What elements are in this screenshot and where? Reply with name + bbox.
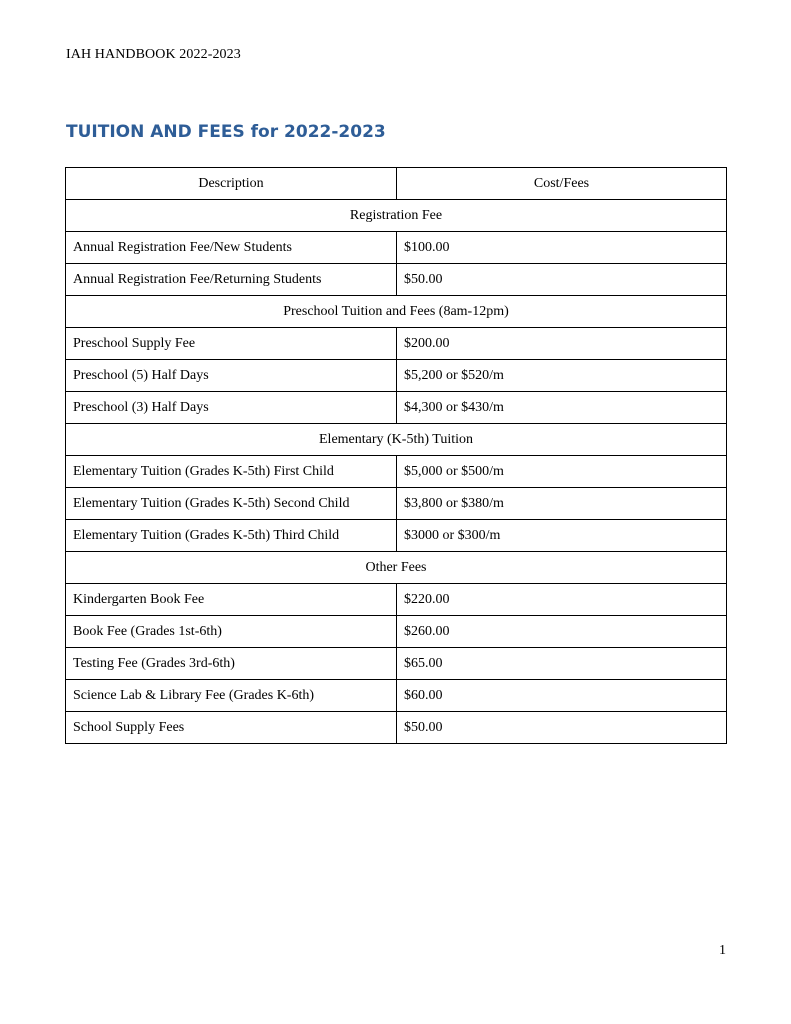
table-row bbox=[66, 648, 727, 680]
tuition-fees-table bbox=[65, 167, 727, 744]
table-header-row bbox=[66, 168, 727, 200]
fee-description: Elementary Tuition (Grades K-5th) Second Child bbox=[66, 488, 397, 520]
fee-cost: $50.00 bbox=[397, 712, 727, 744]
fee-cost: $200.00 bbox=[397, 328, 727, 360]
section-row bbox=[66, 296, 727, 328]
section-row bbox=[66, 424, 727, 456]
fee-cost: $220.00 bbox=[397, 584, 727, 616]
fee-cost: $5,000 or $500/m bbox=[397, 456, 727, 488]
fee-cost: $65.00 bbox=[397, 648, 727, 680]
fee-description: Elementary Tuition (Grades K-5th) Third Child bbox=[66, 520, 397, 552]
page-number: 1 bbox=[719, 943, 726, 958]
table-row bbox=[66, 616, 727, 648]
table-row bbox=[66, 328, 727, 360]
table-row bbox=[66, 584, 727, 616]
page-title: TUITION AND FEES for 2022-2023 bbox=[66, 122, 386, 142]
fee-description: School Supply Fees bbox=[66, 712, 397, 744]
fee-description: Kindergarten Book Fee bbox=[66, 584, 397, 616]
column-header-description: Description bbox=[66, 168, 397, 200]
section-heading: Other Fees bbox=[66, 552, 727, 584]
fee-cost: $260.00 bbox=[397, 616, 727, 648]
fee-cost: $3000 or $300/m bbox=[397, 520, 727, 552]
section-heading: Elementary (K-5th) Tuition bbox=[66, 424, 727, 456]
table-row bbox=[66, 392, 727, 424]
table-row bbox=[66, 680, 727, 712]
fee-description: Annual Registration Fee/Returning Students bbox=[66, 264, 397, 296]
fee-cost: $5,200 or $520/m bbox=[397, 360, 727, 392]
table-row bbox=[66, 712, 727, 744]
fee-description: Annual Registration Fee/New Students bbox=[66, 232, 397, 264]
section-row bbox=[66, 552, 727, 584]
fee-cost: $50.00 bbox=[397, 264, 727, 296]
fee-description: Elementary Tuition (Grades K-5th) First Child bbox=[66, 456, 397, 488]
table-row bbox=[66, 488, 727, 520]
fee-cost: $60.00 bbox=[397, 680, 727, 712]
table-row bbox=[66, 520, 727, 552]
fee-description: Preschool Supply Fee bbox=[66, 328, 397, 360]
fee-cost: $4,300 or $430/m bbox=[397, 392, 727, 424]
fee-description: Science Lab & Library Fee (Grades K-6th) bbox=[66, 680, 397, 712]
running-header: IAH HANDBOOK 2022-2023 bbox=[66, 47, 241, 62]
fee-description: Preschool (5) Half Days bbox=[66, 360, 397, 392]
section-row bbox=[66, 200, 727, 232]
fee-cost: $100.00 bbox=[397, 232, 727, 264]
fee-cost: $3,800 or $380/m bbox=[397, 488, 727, 520]
section-heading: Registration Fee bbox=[66, 200, 727, 232]
section-heading: Preschool Tuition and Fees (8am-12pm) bbox=[66, 296, 727, 328]
fee-description: Book Fee (Grades 1st-6th) bbox=[66, 616, 397, 648]
table-row bbox=[66, 456, 727, 488]
table-row bbox=[66, 264, 727, 296]
column-header-cost: Cost/Fees bbox=[397, 168, 727, 200]
table-row bbox=[66, 232, 727, 264]
table-row bbox=[66, 360, 727, 392]
fee-description: Preschool (3) Half Days bbox=[66, 392, 397, 424]
fee-description: Testing Fee (Grades 3rd-6th) bbox=[66, 648, 397, 680]
